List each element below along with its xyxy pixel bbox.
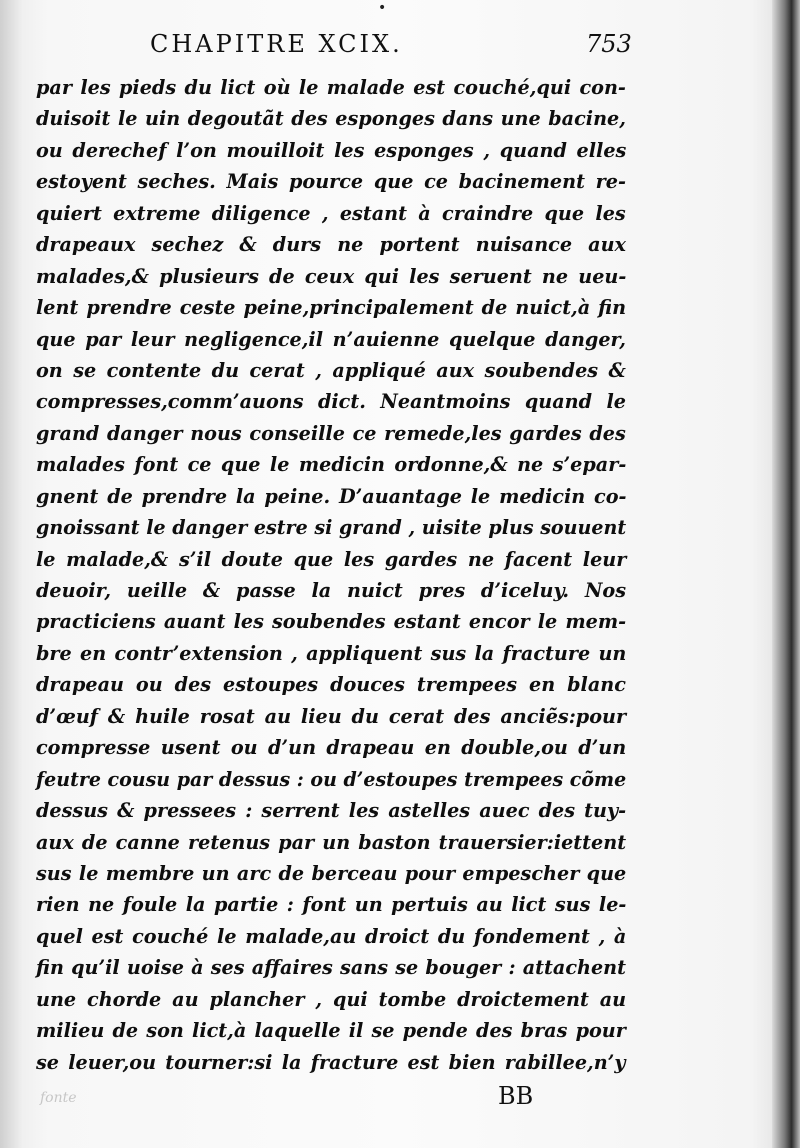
text-line: rien ne foule la partie : font un pertuis au lict sus le- bbox=[36, 893, 627, 917]
running-title: CHAPITRE XCIX. bbox=[150, 30, 403, 58]
text-line: quiert extreme diligence , estant à craindre que les bbox=[36, 201, 626, 225]
text-line: practiciens auant les soubendes estant encor le mem- bbox=[36, 610, 627, 634]
text-line: une chorde au plancher , qui tombe droictement au bbox=[36, 987, 627, 1011]
catchword: BB bbox=[498, 1082, 534, 1110]
page-edge bbox=[772, 0, 800, 1148]
text-line: lent prendre ceste peine,principalement de nuict,à fin bbox=[36, 296, 627, 320]
text-line: deuoir, ueille & passe la nuict pres d’iceluy. Nos bbox=[36, 579, 627, 602]
text-line: malades,& plusieurs de ceux qui les seruent ne ueu- bbox=[36, 264, 627, 288]
body-text bbox=[36, 72, 632, 1078]
text-line: drapeaux sechez & durs ne portent nuisance aux bbox=[36, 233, 626, 257]
text-line: se leuer,ou tourner:si la fracture est bien rabillee,n’y bbox=[36, 1050, 626, 1074]
text-line: ou derechef l’on mouilloit les esponges , quand elles bbox=[36, 138, 627, 162]
text-line: duisoit le uin degoutãt des esponges dans une bacine, bbox=[36, 107, 626, 131]
text-line: malades font ce que le medicin ordonne,& ne s’epar- bbox=[36, 453, 627, 477]
text-line: quel est couché le malade,au droict du fondement , à bbox=[36, 924, 627, 948]
text-line: par les pieds du lict où le malade est couché,qui con- bbox=[36, 76, 626, 99]
text-line: que par leur negligence,il n’auienne quelque danger, bbox=[36, 327, 626, 351]
text-line: d’œuf & huile rosat au lieu du cerat des anciẽs:pour bbox=[36, 704, 627, 728]
top-mark: • bbox=[378, 0, 387, 16]
text-line: gnoissant le danger estre si grand , uisite plus souuent bbox=[36, 516, 627, 540]
text-line: on se contente du cerat , appliqué aux soubendes & bbox=[36, 358, 626, 382]
text-line: estoyent seches. Mais pource que ce bacinement re- bbox=[36, 170, 626, 194]
text-line: grand danger nous conseille ce remede,les gardes des bbox=[36, 421, 626, 445]
text-line: feutre cousu par dessus : ou d’estoupes trempees cõme bbox=[36, 767, 627, 791]
text-line: aux de canne retenus par un baston trauersier:iettent bbox=[36, 830, 627, 854]
gutter-shadow bbox=[0, 0, 22, 1148]
text-line: dessus & pressees : serrent les astelles auec des tuy- bbox=[36, 799, 627, 823]
text-line: fin qu’il uoise à ses affaires sans se bouger : attachent bbox=[36, 956, 626, 980]
text-line: gnent de prendre la peine. D’auantage le medicin co- bbox=[36, 484, 627, 508]
text-line: compresse usent ou d’un drapeau en double,ou d’un bbox=[36, 736, 627, 760]
bleed-through-text: fonte bbox=[40, 1090, 77, 1106]
text-line: bre en contr’extension , appliquent sus la fracture un bbox=[36, 641, 627, 665]
text-line: drapeau ou des estoupes douces trempees en blanc bbox=[36, 673, 626, 697]
text-line: compresses,comm’auons dict. Neantmoins quand le bbox=[36, 390, 626, 414]
text-line: milieu de son lict,à laquelle il se pende des bras pour bbox=[36, 1019, 626, 1043]
text-line: le malade,& s’il doute que les gardes ne facent leur bbox=[36, 547, 627, 571]
text-line: sus le membre un arc de berceau pour empescher que bbox=[36, 861, 627, 885]
page-number: 753 bbox=[586, 30, 632, 58]
